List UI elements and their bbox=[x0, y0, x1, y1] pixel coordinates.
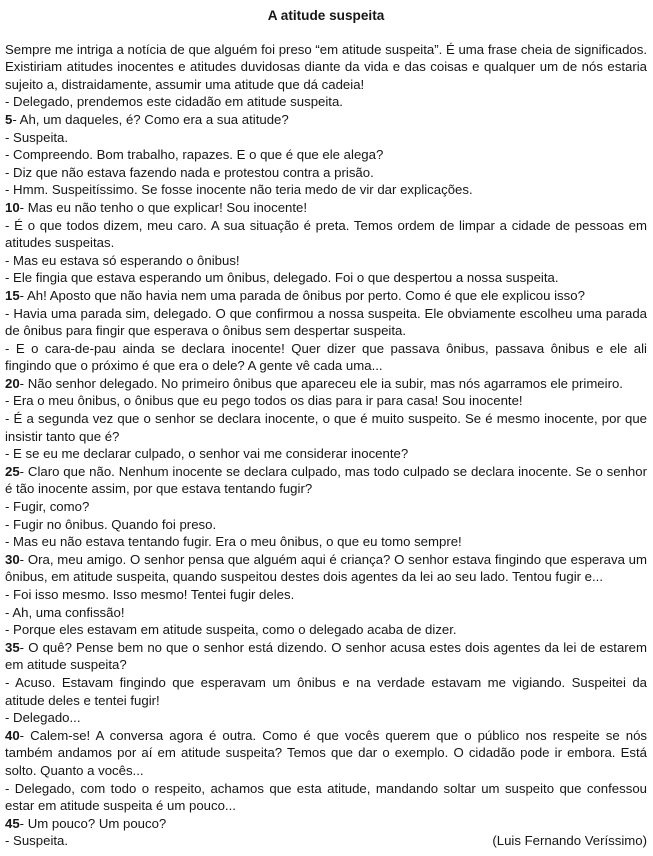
paragraph-text: - Delegado, com todo o respeito, achamos que esta atitude, mandando soltar um suspeito que confessou estar em atitude suspeita é um pouco... bbox=[5, 780, 647, 814]
paragraph-line bbox=[5, 217, 647, 252]
paragraph-text: - Mas eu não estava tentando fugir. Era o meu ônibus, o que eu tomo sempre! bbox=[5, 534, 462, 550]
line-number: 35 bbox=[5, 639, 20, 655]
document-body bbox=[5, 41, 647, 833]
paragraph-line bbox=[5, 639, 647, 674]
paragraph-text: - Calem-se! A conversa agora é outra. Como é que vocês querem que o público nos respeite se nós também andamos por aí em atitude suspeita? Temos que dar o exemplo. O cidadão pode ir embora. Está solto. Quanto a vocês... bbox=[5, 727, 647, 778]
line-number: 20 bbox=[5, 375, 20, 391]
paragraph-line bbox=[5, 727, 647, 780]
paragraph-text: - Não senhor delegado. No primeiro ônibus que apareceu ele ia subir, mas nós agarramos ele primeiro. bbox=[19, 375, 623, 391]
paragraph-text: - E se eu me declarar culpado, o senhor vai me considerar inocente? bbox=[5, 446, 409, 462]
line-number: 25 bbox=[5, 463, 20, 479]
paragraph-line bbox=[5, 709, 647, 727]
paragraph-line bbox=[5, 287, 647, 305]
line-number: 10 bbox=[5, 199, 20, 215]
paragraph-text: - Ah, uma confissão! bbox=[5, 604, 125, 620]
paragraph-text: - Ah! Aposto que não havia nem uma parada de ônibus por perto. Como é que ele explicou isso? bbox=[19, 287, 585, 303]
paragraph-line bbox=[5, 621, 647, 639]
paragraph-line bbox=[5, 551, 647, 586]
paragraph-line bbox=[5, 340, 647, 375]
line-number: 30 bbox=[5, 551, 20, 567]
paragraph-text: - Delegado, prendemos este cidadão em atitude suspeita. bbox=[5, 94, 343, 110]
paragraph-line bbox=[5, 199, 647, 217]
paragraph-text: - É a segunda vez que o senhor se declara inocente, o que é muito suspeito. Se é mesmo inocente, por que insistir tanto que é? bbox=[5, 411, 647, 444]
paragraph-line bbox=[5, 780, 647, 815]
paragraph-text: - Ora, meu amigo. O senhor pensa que alguém aqui é criança? O senhor estava fingindo que esperava um ônibus, em atitude suspeita, quando suspeitou destes dois agentes da lei ao seu lado. Tentou fugir e... bbox=[5, 551, 647, 585]
paragraph-text: - Havia uma parada sim, delegado. O que confirmou a nossa suspeita. Ele obviamente escolheu uma parada de ônibus para fingir que esperava o ônibus sem despertar suspeita. bbox=[5, 305, 647, 339]
paragraph-text: - Porque eles estavam em atitude suspeita, como o delegado acaba de dizer. bbox=[5, 622, 457, 638]
paragraph-text: - Fugir no ônibus. Quando foi preso. bbox=[5, 516, 217, 532]
paragraph-text: - Compreendo. Bom trabalho, rapazes. E o que é que ele alega? bbox=[5, 147, 384, 163]
paragraph-text: - Ah, um daqueles, é? Como era a sua atitude? bbox=[12, 111, 289, 127]
line-number: 40 bbox=[5, 727, 20, 743]
document-title: A atitude suspeita bbox=[267, 8, 385, 23]
closing-line: - Suspeita. bbox=[5, 833, 69, 849]
closing-row bbox=[5, 832, 647, 850]
paragraph-line bbox=[5, 164, 647, 182]
paragraph-text: - Mas eu estava só esperando o ônibus! bbox=[5, 252, 240, 268]
paragraph-line bbox=[5, 146, 647, 164]
paragraph-line bbox=[5, 604, 647, 622]
paragraph-text: - Ele fingia que estava esperando um ônibus, delegado. Foi o que despertou a nossa suspeita. bbox=[5, 270, 559, 286]
paragraph-line bbox=[5, 674, 647, 709]
paragraph-text: - O quê? Pense bem no que o senhor está dizendo. O senhor acusa estes dois agentes da lei de estarem em atitude suspeita? bbox=[5, 639, 647, 673]
paragraph-line bbox=[5, 252, 647, 270]
line-number: 45 bbox=[5, 815, 20, 831]
line-number: 5 bbox=[5, 111, 13, 127]
paragraph-line bbox=[5, 305, 647, 340]
paragraph-line bbox=[5, 41, 647, 94]
paragraph-text: - Suspeita. bbox=[5, 129, 69, 145]
paragraph-line bbox=[5, 375, 647, 393]
line-number: 15 bbox=[5, 287, 20, 303]
paragraph-text: - Foi isso mesmo. Isso mesmo! Tentei fugir deles. bbox=[5, 587, 295, 602]
paragraph-text: - Diz que não estava fazendo nada e protestou contra a prisão. bbox=[5, 164, 374, 180]
author-credit: (Luis Fernando Veríssimo) bbox=[492, 833, 647, 849]
paragraph-line bbox=[5, 533, 647, 551]
paragraph-line bbox=[5, 586, 647, 604]
paragraph-line bbox=[5, 269, 647, 287]
paragraph-line bbox=[5, 93, 647, 111]
paragraph-text: - E o cara-de-pau ainda se declara inocente! Quer dizer que passava ônibus, passava ônibus e ele ali fingindo que o próximo é que era o dele? A gente vê cada uma... bbox=[5, 340, 647, 374]
paragraph-text: - Delegado... bbox=[5, 710, 81, 726]
paragraph-text: - Mas eu não tenho o que explicar! Sou inocente! bbox=[19, 199, 308, 215]
paragraph-line bbox=[5, 463, 647, 498]
paragraph-line bbox=[5, 445, 647, 463]
paragraph-text: - Fugir, como? bbox=[5, 499, 90, 515]
paragraph-text: - Acuso. Estavam fingindo que esperavam um ônibus e na verdade estavam me vigiando. Suspeitei da atitude deles e tentei fugir! bbox=[5, 674, 647, 708]
paragraph-text: - Era o meu ônibus, o ônibus que eu pego todos os dias para ir para casa! Sou inocente! bbox=[5, 393, 523, 409]
paragraph-line bbox=[5, 111, 647, 129]
paragraph-text: Sempre me intriga a notícia de que alguém foi preso “em atitude suspeita”. É uma frase cheia de significados. Existiriam atitudes inocentes e atitudes duvidosas diante da vida e das coisas e qualquer um de nós estaria sujeito a, distraidamente, assumir uma atitude que dá cadeia! bbox=[5, 41, 647, 92]
paragraph-text: - Claro que não. Nenhum inocente se declara culpado, mas todo culpado se declara inocente. Se o senhor é tão inocente assim, por que estava tentando fugir? bbox=[5, 463, 647, 497]
paragraph-line bbox=[5, 181, 647, 199]
paragraph-line bbox=[5, 498, 647, 516]
paragraph-line bbox=[5, 516, 647, 534]
paragraph-text: - Um pouco? Um pouco? bbox=[19, 815, 167, 831]
paragraph-line bbox=[5, 815, 647, 833]
paragraph-line bbox=[5, 410, 647, 445]
paragraph-text: - Hmm. Suspeitíssimo. Se fosse inocente não teria medo de vir dar explicações. bbox=[5, 182, 473, 198]
paragraph-line bbox=[5, 392, 647, 410]
paragraph-text: - É o que todos dizem, meu caro. A sua situação é preta. Temos ordem de limpar a cidade de pessoas em atitudes suspeitas. bbox=[5, 217, 647, 251]
paragraph-line bbox=[5, 129, 647, 147]
